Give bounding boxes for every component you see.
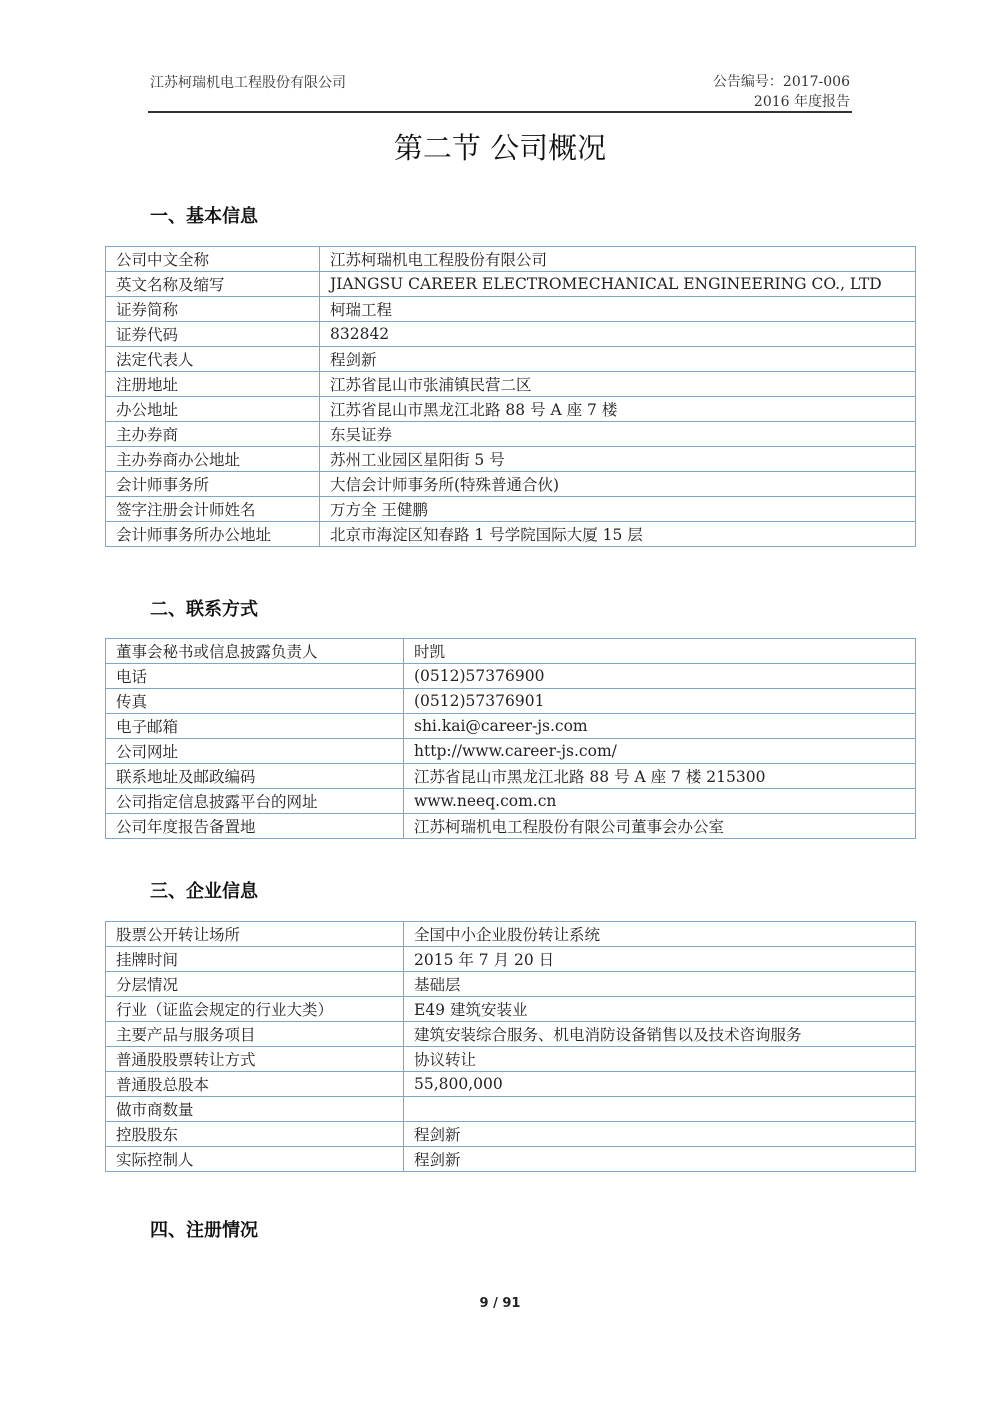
row-label: 电子邮箱 (106, 714, 404, 739)
table-row (106, 1047, 916, 1072)
table-row (106, 1097, 916, 1122)
row-label: 普通股总股本 (106, 1072, 404, 1097)
row-label: 公司网址 (106, 739, 404, 764)
row-label: 会计师事务所办公地址 (106, 522, 320, 547)
table-row (106, 947, 916, 972)
row-value: 江苏柯瑞机电工程股份有限公司董事会办公室 (404, 814, 916, 839)
row-value: 协议转让 (404, 1047, 916, 1072)
row-value: 柯瑞工程 (320, 297, 916, 322)
table-row (106, 814, 916, 839)
table-row (106, 997, 916, 1022)
section-heading-registration: 四、注册情况 (150, 1220, 258, 1241)
row-value: 江苏省昆山市黑龙江北路 88 号 A 座 7 楼 (320, 397, 916, 422)
header-company-name: 江苏柯瑞机电工程股份有限公司 (150, 75, 346, 91)
table-row (106, 347, 916, 372)
row-value: (0512)57376900 (404, 664, 916, 689)
table-row (106, 1147, 916, 1172)
row-value: 江苏柯瑞机电工程股份有限公司 (320, 247, 916, 272)
row-label: 联系地址及邮政编码 (106, 764, 404, 789)
row-value: E49 建筑安装业 (404, 997, 916, 1022)
row-value: http://www.career-js.com/ (404, 739, 916, 764)
table-row (106, 714, 916, 739)
section-heading-basic-info: 一、基本信息 (150, 206, 258, 227)
row-value: shi.kai@career-js.com (404, 714, 916, 739)
table-row (106, 689, 916, 714)
row-label: 法定代表人 (106, 347, 320, 372)
row-value (404, 1097, 916, 1122)
row-value: 2015 年 7 月 20 日 (404, 947, 916, 972)
row-label: 英文名称及缩写 (106, 272, 320, 297)
table-row (106, 247, 916, 272)
table-row (106, 297, 916, 322)
row-value: 东吴证券 (320, 422, 916, 447)
row-label: 做市商数量 (106, 1097, 404, 1122)
row-value: 时凯 (404, 639, 916, 664)
page-number: 9 / 91 (479, 1296, 521, 1311)
row-label: 公司年度报告备置地 (106, 814, 404, 839)
row-value: JIANGSU CAREER ELECTROMECHANICAL ENGINEERING CO., LTD (320, 272, 916, 297)
row-label: 挂牌时间 (106, 947, 404, 972)
row-label: 办公地址 (106, 397, 320, 422)
row-value: 基础层 (404, 972, 916, 997)
row-label: 签字注册会计师姓名 (106, 497, 320, 522)
table-row (106, 522, 916, 547)
enterprise-table (105, 921, 916, 1172)
table-row (106, 472, 916, 497)
row-label: 公司指定信息披露平台的网址 (106, 789, 404, 814)
table-row (106, 739, 916, 764)
row-value: 大信会计师事务所(特殊普通合伙) (320, 472, 916, 497)
row-label: 控股股东 (106, 1122, 404, 1147)
table-row (106, 1122, 916, 1147)
table-row (106, 789, 916, 814)
table-row (106, 322, 916, 347)
row-label: 实际控制人 (106, 1147, 404, 1172)
row-label: 公司中文全称 (106, 247, 320, 272)
row-label: 股票公开转让场所 (106, 922, 404, 947)
row-value: 55,800,000 (404, 1072, 916, 1097)
table-row (106, 422, 916, 447)
row-value: 程剑新 (404, 1122, 916, 1147)
table-row (106, 922, 916, 947)
row-label: 证券简称 (106, 297, 320, 322)
row-value: 江苏省昆山市张浦镇民营二区 (320, 372, 916, 397)
row-label: 行业（证监会规定的行业大类） (106, 997, 404, 1022)
row-label: 传真 (106, 689, 404, 714)
report-year: 2016 年度报告 (753, 94, 850, 110)
table-row (106, 1072, 916, 1097)
table-row (106, 972, 916, 997)
contact-table (105, 638, 916, 839)
row-value: 建筑安装综合服务、机电消防设备销售以及技术咨询服务 (404, 1022, 916, 1047)
row-label: 证券代码 (106, 322, 320, 347)
row-label: 主办券商 (106, 422, 320, 447)
row-value: www.neeq.com.cn (404, 789, 916, 814)
row-value: (0512)57376901 (404, 689, 916, 714)
table-row (106, 272, 916, 297)
row-label: 电话 (106, 664, 404, 689)
row-value: 832842 (320, 322, 916, 347)
row-label: 主办券商办公地址 (106, 447, 320, 472)
row-value: 苏州工业园区星阳街 5 号 (320, 447, 916, 472)
row-label: 分层情况 (106, 972, 404, 997)
table-row (106, 1022, 916, 1047)
table-row (106, 397, 916, 422)
row-label: 会计师事务所 (106, 472, 320, 497)
section-heading-enterprise: 三、企业信息 (150, 881, 258, 902)
row-value: 万方全 王健鹏 (320, 497, 916, 522)
table-row (106, 497, 916, 522)
table-row (106, 372, 916, 397)
row-value: 北京市海淀区知春路 1 号学院国际大厦 15 层 (320, 522, 916, 547)
row-label: 董事会秘书或信息披露负责人 (106, 639, 404, 664)
row-value: 全国中小企业股份转让系统 (404, 922, 916, 947)
row-value: 程剑新 (320, 347, 916, 372)
section-heading-contact: 二、联系方式 (150, 599, 258, 620)
basic-info-table (105, 246, 916, 547)
row-value: 江苏省昆山市黑龙江北路 88 号 A 座 7 楼 215300 (404, 764, 916, 789)
header-rule (148, 111, 852, 113)
row-label: 普通股股票转让方式 (106, 1047, 404, 1072)
header-meta (713, 72, 850, 112)
row-label: 注册地址 (106, 372, 320, 397)
table-row (106, 764, 916, 789)
row-value: 程剑新 (404, 1147, 916, 1172)
table-row (106, 639, 916, 664)
announcement-number: 公告编号：2017-006 (712, 74, 850, 90)
table-row (106, 664, 916, 689)
table-row (106, 447, 916, 472)
page-title: 第二节 公司概况 (393, 131, 607, 165)
row-label: 主要产品与服务项目 (106, 1022, 404, 1047)
